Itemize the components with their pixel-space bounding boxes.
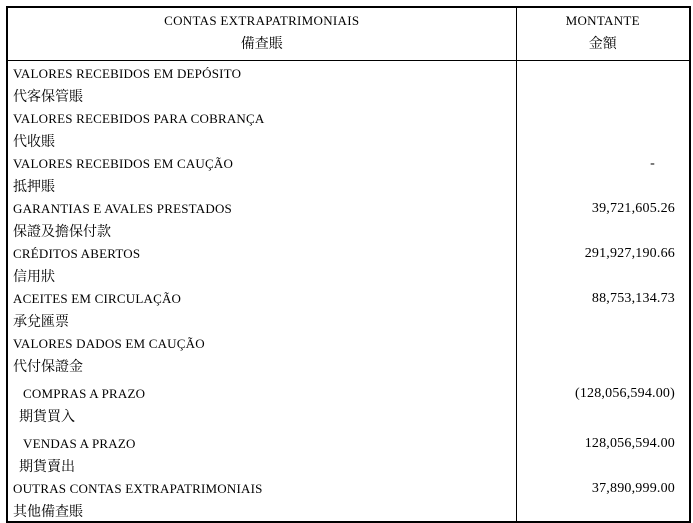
account-name-cn: 其他備查賬: [13, 505, 83, 520]
account-name-pt: VALORES DADOS EM CAUÇÃO: [13, 336, 205, 351]
account-cell: [7, 381, 516, 431]
account-name-pt: VALORES RECEBIDOS EM DEPÓSITO: [13, 66, 242, 81]
amount-cell: [516, 106, 690, 151]
account-name-cn: 期貨買入: [19, 410, 75, 425]
account-name-cn: 代客保管賬: [13, 90, 83, 105]
amount-cell: [516, 61, 690, 107]
account-name-cn: 期貨賣出: [19, 460, 75, 475]
account-cell: [7, 286, 516, 331]
account-cell: [7, 331, 516, 381]
column-header-accounts: [7, 7, 516, 61]
amount-cell: 128,056,594.00: [516, 431, 690, 476]
account-cell: [7, 431, 516, 476]
table-row-outras-contas-extrapatrimoniais: [7, 476, 690, 522]
account-name-cn: 保證及擔保付款: [13, 225, 111, 240]
account-cell: [7, 241, 516, 286]
account-name-pt: OUTRAS CONTAS EXTRAPATRIMONIAIS: [13, 481, 263, 496]
column-header-amount-cn: 金額: [588, 37, 617, 52]
column-header-amount-pt: MONTANTE: [565, 13, 640, 28]
account-name-pt: GARANTIAS E AVALES PRESTADOS: [13, 201, 232, 216]
account-name-pt: COMPRAS A PRAZO: [23, 386, 146, 401]
account-cell: [7, 151, 516, 196]
account-name-cn: 承兌匯票: [13, 315, 69, 330]
account-name-cn: 代付保證金: [13, 360, 83, 375]
account-name-cn: 抵押賬: [13, 180, 55, 195]
account-cell: [7, 476, 516, 522]
amount-cell: (128,056,594.00): [516, 381, 690, 431]
table-row-aceites-em-circulacao: [7, 286, 690, 331]
column-header-amount: [516, 7, 690, 61]
account-name-cn: 代收賬: [13, 135, 55, 150]
account-name-pt: VALORES RECEBIDOS PARA COBRANÇA: [13, 111, 265, 126]
table-row-valores-dados-em-caucao: [7, 331, 690, 381]
table-row-vendas-a-prazo: [7, 431, 690, 476]
table-row-valores-recebidos-em-caucao: [7, 151, 690, 196]
account-name-pt: ACEITES EM CIRCULAÇÃO: [13, 291, 182, 306]
account-cell: [7, 106, 516, 151]
account-name-pt: VALORES RECEBIDOS EM CAUÇÃO: [13, 156, 234, 171]
table-row-valores-recebidos-em-deposito: [7, 61, 690, 107]
account-cell: [7, 196, 516, 241]
amount-cell: 37,890,999.00: [516, 476, 690, 522]
account-cell: [7, 61, 516, 107]
amount-cell: -: [516, 151, 690, 196]
account-name-pt: CRÉDITOS ABERTOS: [13, 246, 141, 261]
amount-cell: [516, 331, 690, 381]
amount-cell: 39,721,605.26: [516, 196, 690, 241]
amount-cell: 88,753,134.73: [516, 286, 690, 331]
column-header-accounts-pt: CONTAS EXTRAPATRIMONIAIS: [164, 13, 360, 28]
account-name-pt: VENDAS A PRAZO: [23, 436, 136, 451]
extrapatrimonial-accounts-table: [6, 6, 691, 523]
table-row-valores-recebidos-para-cobranca: [7, 106, 690, 151]
account-name-cn: 信用狀: [13, 270, 55, 285]
table-row-compras-a-prazo: [7, 381, 690, 431]
table-header-row: [7, 7, 690, 61]
amount-cell: 291,927,190.66: [516, 241, 690, 286]
table-row-garantias-e-avales-prestados: [7, 196, 690, 241]
column-header-accounts-cn: 備查賬: [240, 37, 283, 52]
table-row-creditos-abertos: [7, 241, 690, 286]
